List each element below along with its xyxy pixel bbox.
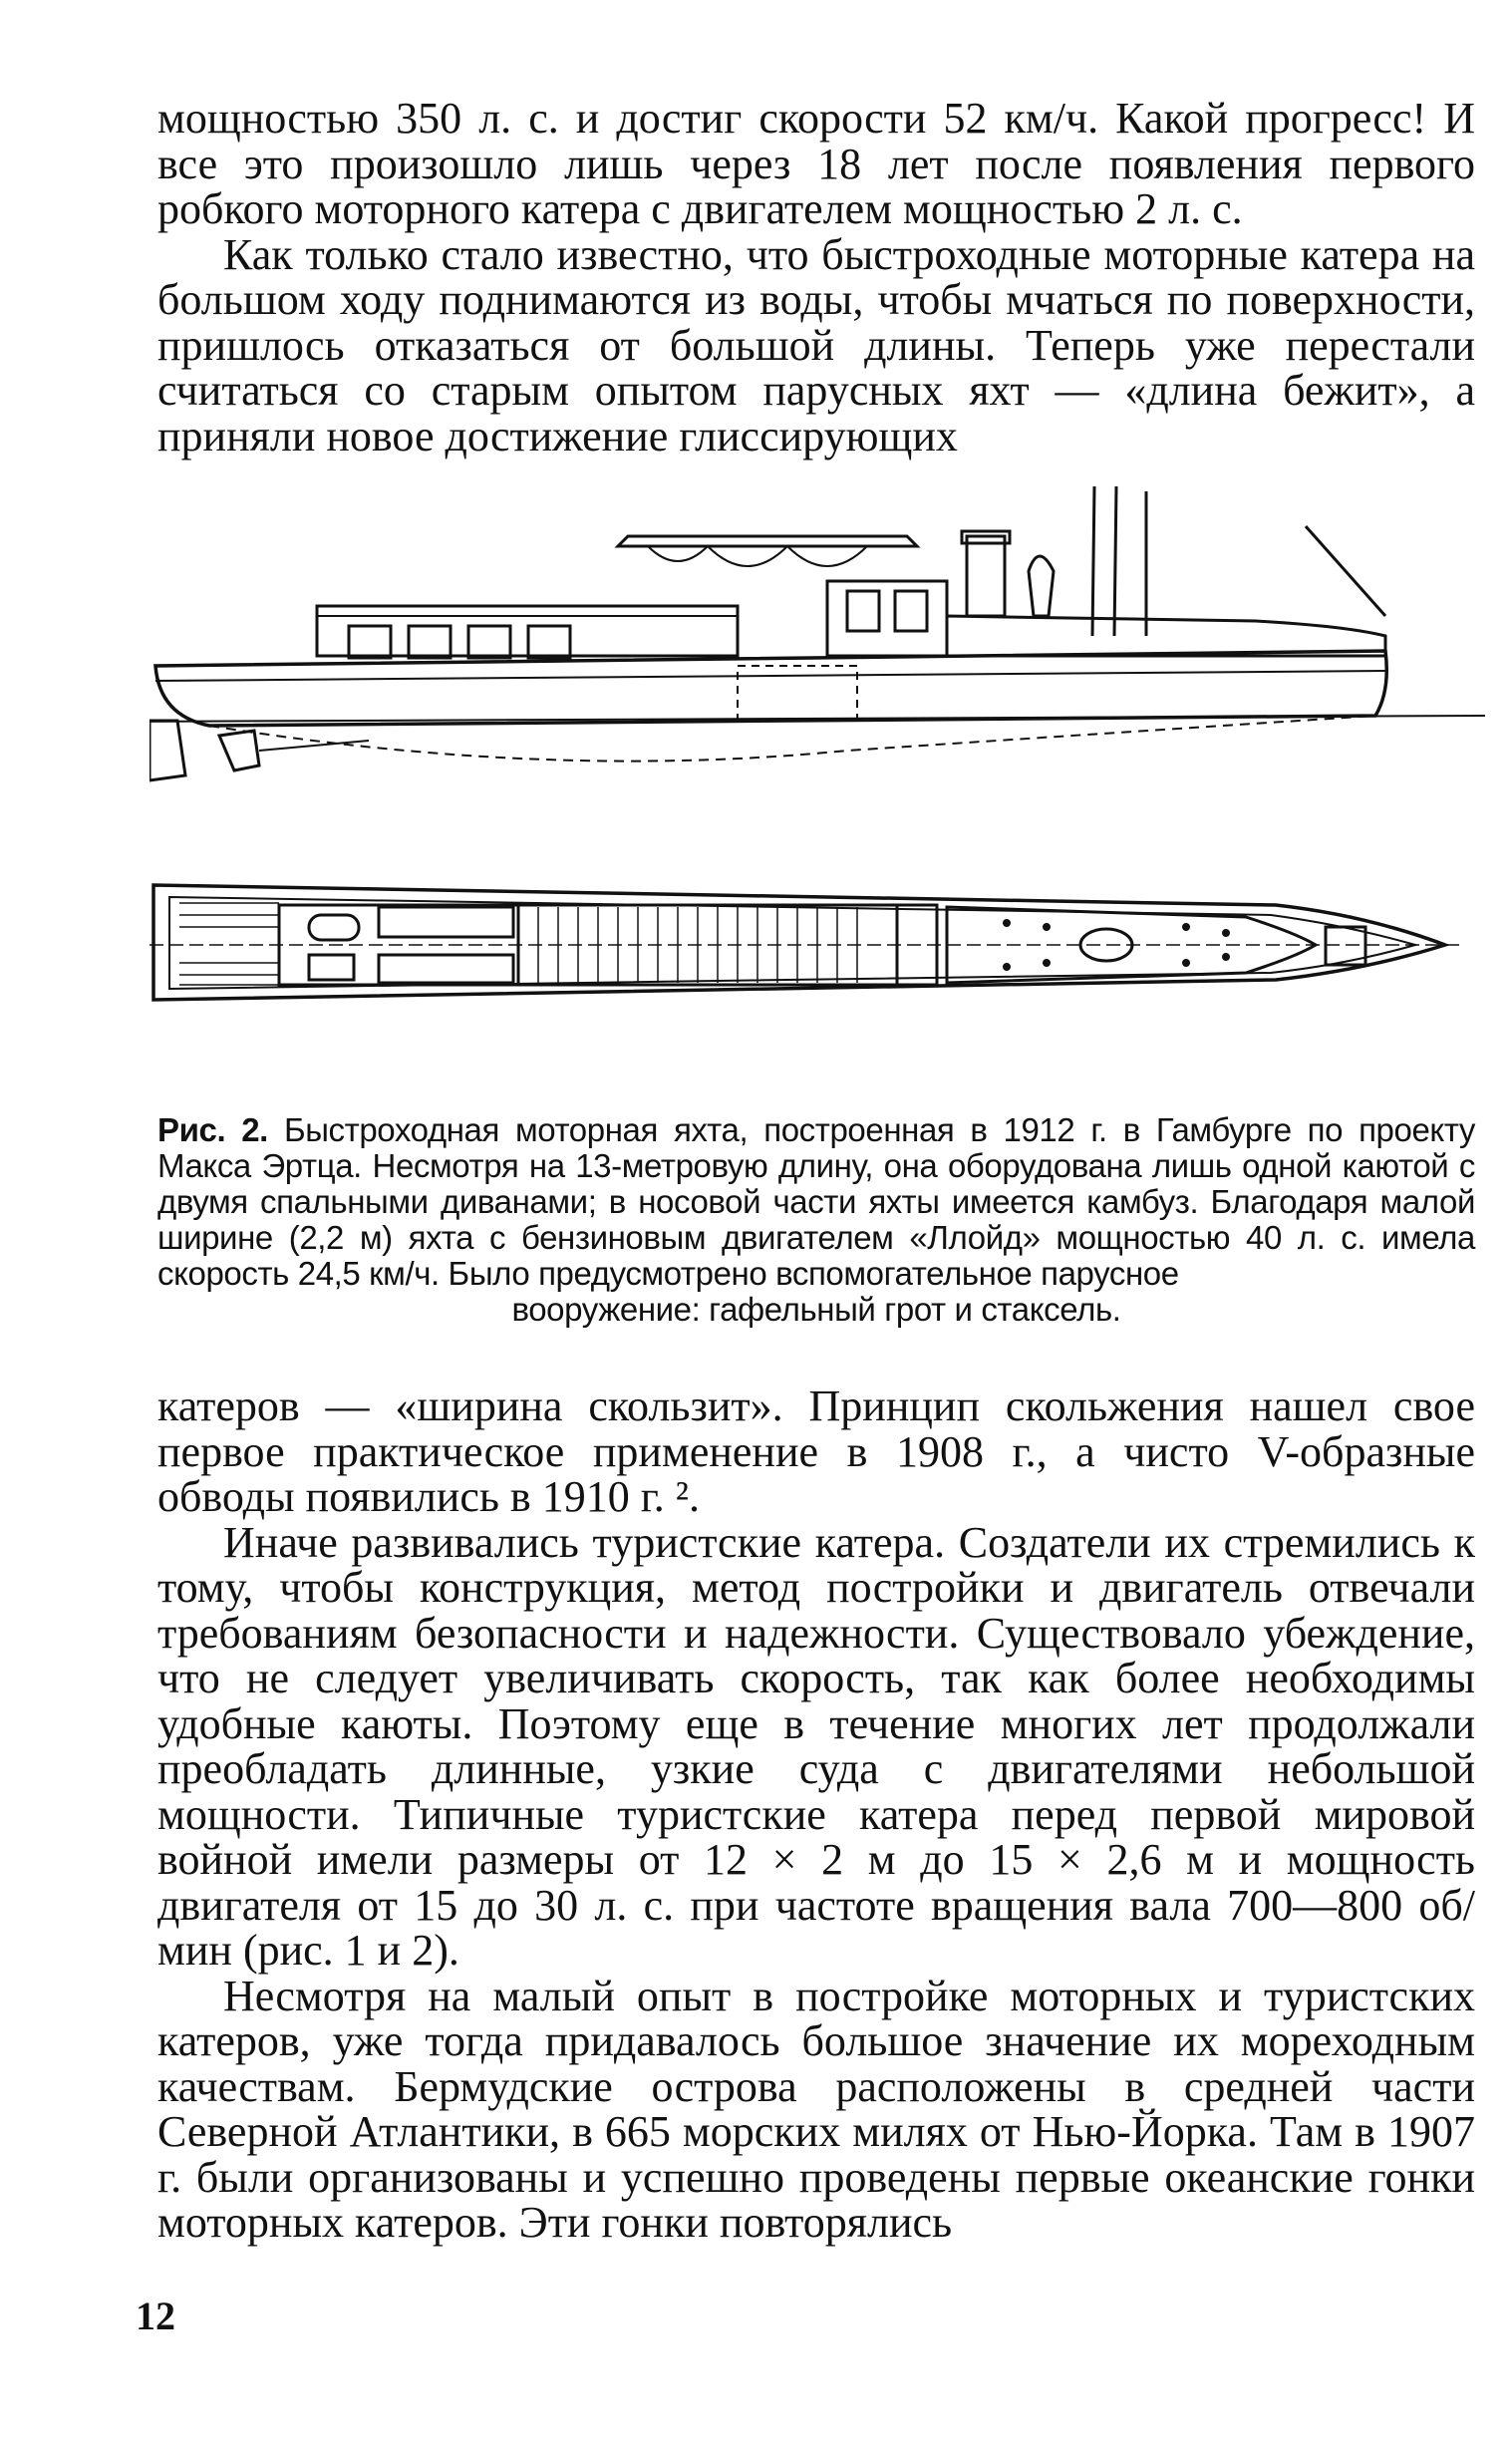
figure-caption-text: Быстроходная моторная яхта, построенная в 1912 г. в Гамбурге по проекту Макса Эртца. Несмотря на 13-метровую длину, она оборудована лишь одной каютой с двумя спальными диванами; в носовой части яхты имеется камбуз. Благодаря малой ширине (2,2 м) яхта с бензиновым двигателем «Ллойд» мощностью 40 л. с. имела скорость 24,5 км/ч. Было предусмотрено вспомогательное парусное bbox=[157, 1111, 1476, 1292]
page-number: 12 bbox=[136, 2293, 175, 2338]
yacht-drawing bbox=[150, 476, 1485, 1094]
paragraph: катеров — «ширина скользит». Принцип скольжения нашел свое первое практическое применение в 1908 г., а чисто V-образные обводы появились в 1910 г. ². bbox=[157, 1381, 1475, 1521]
plan-view-hull bbox=[153, 885, 1445, 1000]
figure-caption bbox=[157, 1112, 1475, 1328]
ventilator bbox=[1029, 556, 1054, 616]
paragraph: Иначе развивались туристские катера. Создатели их стремились к тому, чтобы конструкция, метод постройки и двигатель отвечали требованиям безопасности и надежности. Существовало убеждение, что не следует увеличивать скорость, так как более необходимы удобные каюты. Поэтому еще в течение многих лет продолжали преобладать длинные, узкие суда с двигателями небольшой мощности. Типичные туристские катера перед первой мировой войной имели размеры от 12 × 2 м до 15 × 2,6 м и мощность двигателя от 15 до 30 л. с. при частоте вращения вала 700—800 об/мин (рис. 1 и 2). bbox=[157, 1517, 1475, 1975]
yacht-drawing-figure bbox=[150, 476, 1485, 1094]
mast-line bbox=[1114, 486, 1116, 636]
paragraph: Как только стало известно, что быстроходные моторные катера на большом ходу поднимаются из воды, чтобы мчаться по поверхности, пришлось отказаться от большой длины. Теперь уже перестали считаться со старым опытом парусных яхт — «длина бежит», а приняли новое достижение глиссирующих bbox=[157, 229, 1475, 460]
bow-staysail-stay bbox=[1306, 526, 1385, 616]
paragraph: мощностью 350 л. с. и достиг скорости 52 км/ч. Какой прогресс! И все это произошло лишь через 18 лет после появления первого робкого моторного катера с двигателем мощностью 2 л. с. bbox=[157, 94, 1475, 233]
funnel bbox=[967, 536, 1005, 616]
figure-caption-last-line: вооружение: гафельный грот и стаксель. bbox=[511, 1291, 1121, 1328]
text-block-top bbox=[157, 96, 1475, 458]
figure-label: Рис. 2. bbox=[157, 1111, 268, 1148]
hull-side bbox=[155, 651, 1386, 726]
engine-outline bbox=[738, 666, 857, 721]
foredeck bbox=[947, 616, 1385, 656]
cockpit-grating bbox=[179, 903, 279, 985]
text-block-bottom bbox=[157, 1383, 1475, 2246]
paragraph: Несмотря на малый опыт в постройке моторных и туристских катеров, уже тогда придавалось большое значение их мореходным качествам. Бермудские острова расположены в средней части Северной Атлантики, в 665 морских милях от Нью-Йорка. Там в 1907 г. были организованы и успешно проведены первые океанские гонки моторных катеров. Эти гонки повторялись bbox=[157, 1971, 1475, 2247]
wheelhouse bbox=[827, 581, 947, 656]
canopy bbox=[618, 536, 917, 546]
mast-line bbox=[1092, 486, 1094, 636]
propeller bbox=[219, 731, 259, 770]
rudder bbox=[150, 721, 185, 780]
